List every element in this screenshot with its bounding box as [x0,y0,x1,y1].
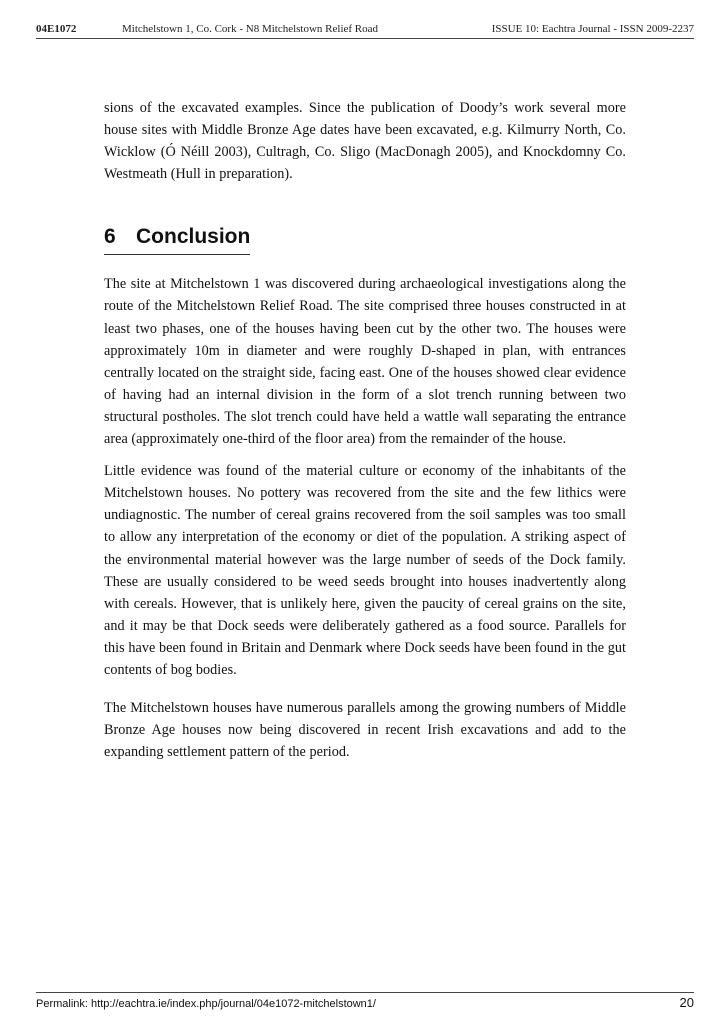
section-heading-wrapper [104,225,626,273]
paragraph: The site at Mitchelstown 1 was discovered during archaeological investigations along the route of the Mitchelstown Relief Road. The site comprised three houses constructed in at least two phases, one of the houses having been cut by the other two. The houses were approximately 10m in diameter and were roughly D-shaped in plan, with entrances centrally located on the straight side, facing east. One of the houses showed clear evidence of having had an internal division in the form of a slot trench running between two structural postholes. The slot trench could have held a wattle wall separating the entrance area (approximately one-third of the floor area) from the remainder of the house. [104,276,626,448]
section-number: 6 [104,225,116,249]
header-divider [36,38,694,39]
header-report-id: 04E1072 [36,23,77,35]
paragraph: The Mitchelstown houses have numerous parallels among the growing numbers of Middle Bronze Age houses now being discovered in recent Irish excavations and add to the expanding settlement pattern of the period. [104,700,626,761]
header-issue: ISSUE 10: Eachtra Journal - ISSN 2009-2237 [491,23,694,35]
section-heading [104,225,250,255]
paragraph: Little evidence was found of the material culture or economy of the inhabitants of the Mitchelstown houses. No pottery was recovered from the site and the few lithics were undiagnostic. The number of cereal grains recovered from the soil samples was too small to allow any interpretation of the economy or diet of the population. A striking aspect of the environmental material however was the large number of seeds of the Dock family. These are usually considered to be weed seeds brought into houses inadvertently along with cereals. However, that is unlikely here, given the paucity of cereal grains on the site, and it may be that Dock seeds were deliberately gathered as a food source. Parallels for this have been found in Britain and Denmark where Dock seeds have been found in the gut contents of bog bodies. [104,463,626,678]
page-header [36,20,694,38]
page-number: 20 [679,995,694,1010]
paragraph-intro: sions of the excavated examples. Since the publication of Doody’s work several more house sites with Middle Bronze Age dates have been excavated, e.g. Kilmurry North, Co. Wicklow (Ó Néill 2003), Cultragh, Co. Sligo (MacDonagh 2005), and Knockdomny Co. Westmeath (Hull in preparation). [104,100,626,183]
footer-divider [36,992,694,993]
main-content [104,97,626,763]
permalink-link[interactable]: Permalink: http://eachtra.ie/index.php/journal/04e1072-mitchelstown1/ [36,998,376,1010]
header-site-title: Mitchelstown 1, Co. Cork - N8 Mitchelstown Relief Road [122,23,379,35]
section-title: Conclusion [136,225,251,249]
